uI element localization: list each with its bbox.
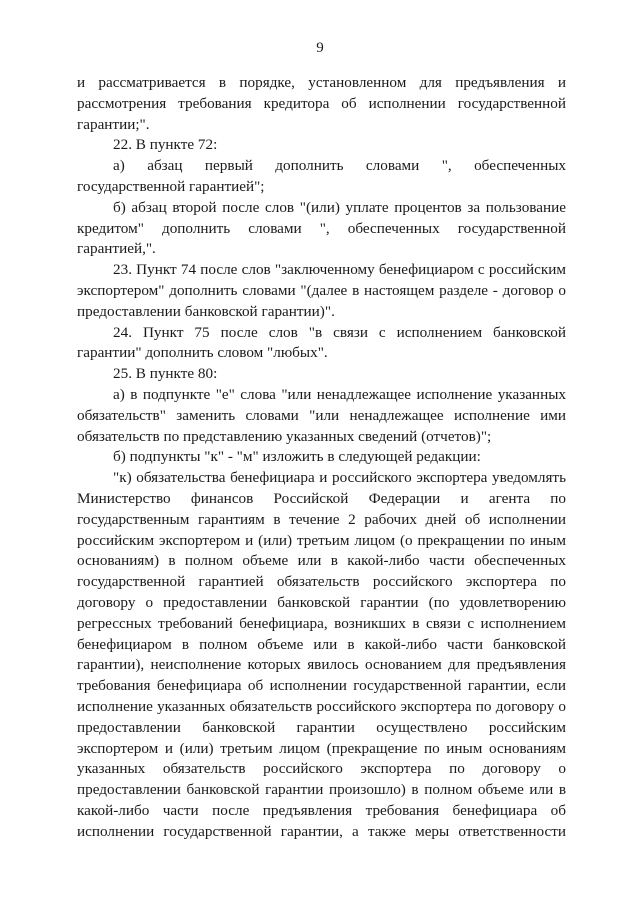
page-number: 9 bbox=[316, 40, 324, 56]
document-body bbox=[77, 73, 566, 842]
paragraph-item-22-b: б) абзац второй после слов "(или) уплате процентов за пользование кредитом" дополнить словами ", обеспеченных государственной гарантией,". bbox=[77, 198, 566, 258]
paragraph-item-25-b: б) подпункты "к" - "м" изложить в следующей редакции: bbox=[113, 448, 481, 466]
paragraph-item-25: 25. В пункте 80: bbox=[113, 365, 218, 383]
paragraph-item-24: 24. Пункт 75 после слов "в связи с исполнением банковской гарантии" дополнить словом "любых". bbox=[77, 323, 566, 362]
paragraph-item-25-b-k: "к) обязательства бенефициара и российского экспортера уведомлять Министерство финансов Российской Федерации и агента по государственным гарантиям в течение 2 рабочих дней об исполнении российским экспортером и (или) третьим лицом (о прекращении по иным основаниям) в полном объеме или в какой-либо части обеспеченных государственной гарантией обязательств российского экспортера по договору о предоставлении банковской гарантии (по удовлетворению регрессных требований бенефициара, возникших в связи с исполнением бенефициаром в полном объеме или в какой-либо части банковской гарантии), неисполнение которых явилось основанием для предъявления требования бенефициара об исполнении государственной гарантии, если исполнение указанных обязательств российского экспортера по договору о предоставлении банковской гарантии осуществлено российским экспортером и (или) третьим лицом (прекращение по иным основаниям указанных обязательств российского экспортера по договору о предоставлении банковской гарантии произошло) в полном объеме или в какой-либо части после предъявления требования бенефициара об исполнении государственной гарантии, а также меры ответственности bbox=[77, 469, 566, 840]
paragraph-item-25-a: а) в подпункте "е" слова "или ненадлежащее исполнение указанных обязательств" заменить словами "или ненадлежащее исполнение ими обязательств по представлению указанных сведений (отчетов)"; bbox=[77, 385, 566, 445]
paragraph-item-22-a: а) абзац первый дополнить словами ", обеспеченных государственной гарантией"; bbox=[77, 157, 566, 195]
paragraph-item-23: 23. Пункт 74 после слов "заключенному бенефициаром с российским экспортером" дополнить словами "(далее в настоящем разделе - договор о предоставлении банковской гарантии)". bbox=[77, 261, 566, 320]
paragraph-continuation: и рассматривается в порядке, установленном для предъявления и рассмотрения требования кредитора об исполнении государственной гарантии;". bbox=[77, 74, 566, 133]
paragraph-item-22: 22. В пункте 72: bbox=[113, 136, 218, 154]
